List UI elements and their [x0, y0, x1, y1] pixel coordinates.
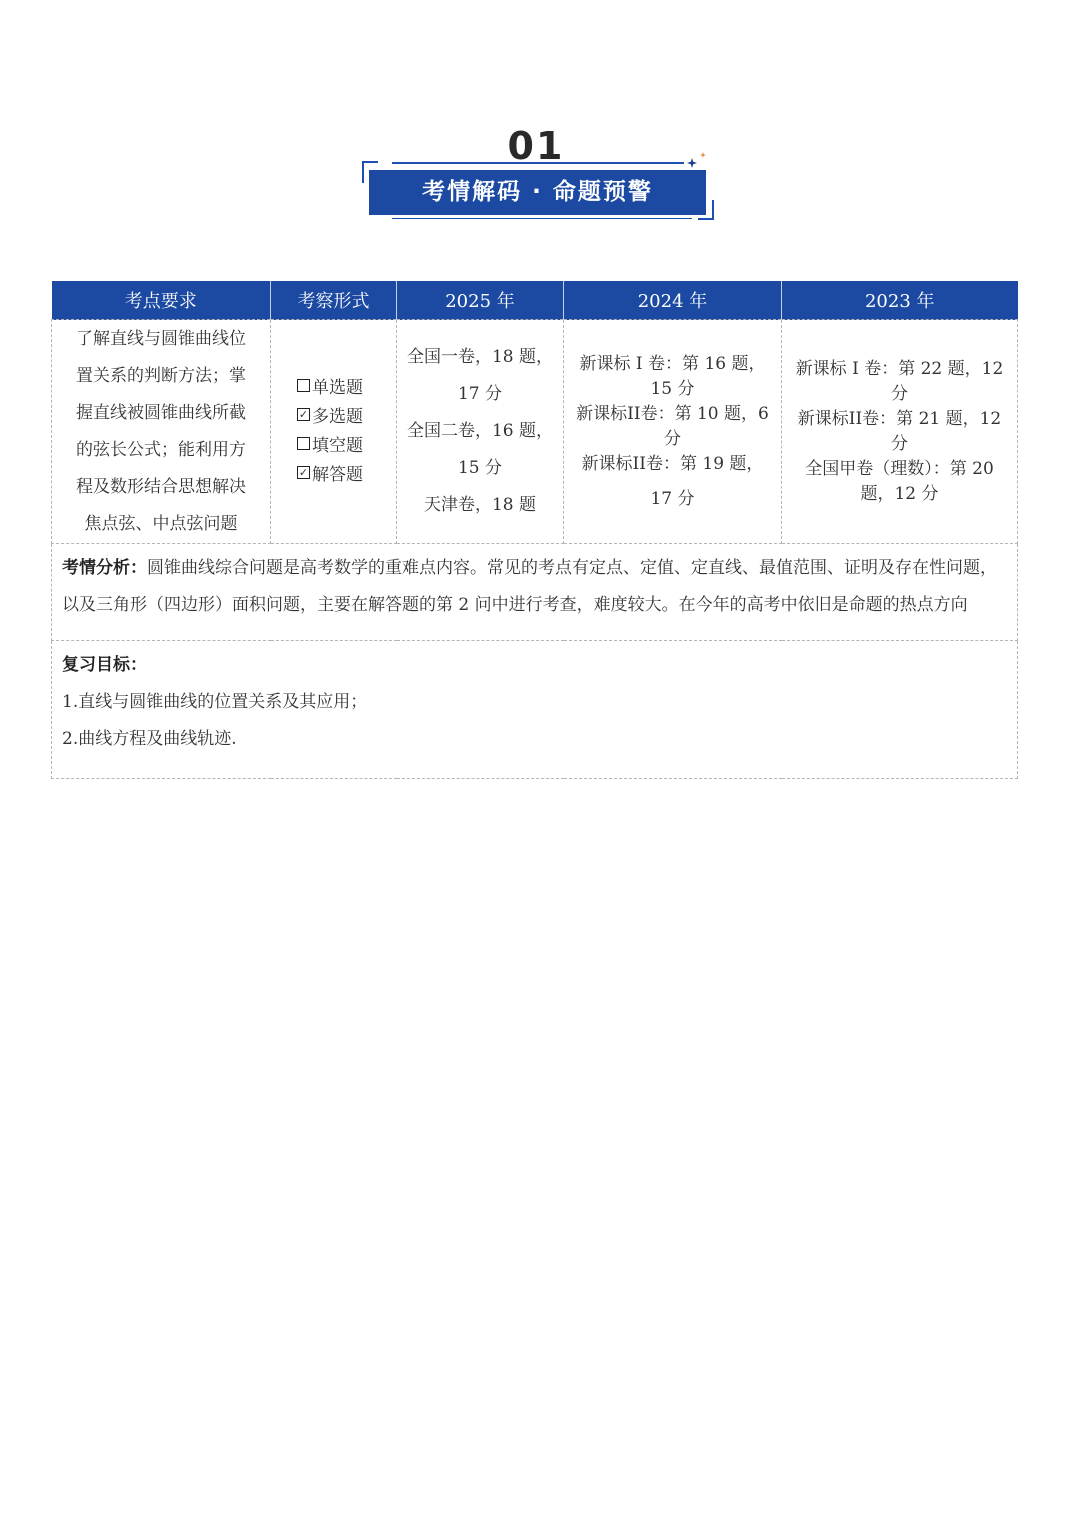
- analysis-row: [52, 544, 1018, 641]
- exam-entry: 全国一卷，18 题，: [406, 347, 554, 367]
- exam-entry: 17 分: [650, 488, 695, 509]
- exam-entry: 15 分: [457, 458, 503, 478]
- exam-entry: 15 分: [650, 378, 695, 399]
- form-option-label: 解答题: [312, 464, 363, 485]
- header-2023: 2023 年: [782, 281, 1018, 320]
- analysis-label: 考情分析：: [62, 558, 147, 578]
- goal-item: 1.直线与圆锥曲线的位置关系及其应用；: [62, 692, 368, 712]
- form-option-label: 单选题: [312, 377, 363, 398]
- exam-entry: 天津卷，18 题: [423, 495, 537, 515]
- exam-entry: 新课标II卷：第 21 题，12: [797, 408, 1002, 429]
- exam-entry: 新课标 I 卷：第 22 题，12: [795, 358, 1004, 379]
- form-option-single-choice: [297, 374, 396, 403]
- requirement-line: 置关系的判断方法；掌: [76, 365, 246, 386]
- requirement-line: 的弦长公式；能利用方: [76, 439, 246, 460]
- header-2024: 2024 年: [564, 281, 782, 320]
- requirement-line: 握直线被圆锥曲线所截: [76, 402, 246, 423]
- year-2024-cell: [564, 320, 782, 544]
- analysis-text: 圆锥曲线综合问题是高考数学的重难点内容。常见的考点有定点、定值、定直线、最值范围、证明及存在性问题，以及三角形（四边形）面积问题，主要在解答题的第 2 问中进行考查，难度较大。在今年的高考中依旧是命题的热点方向: [62, 558, 997, 615]
- requirement-line: 程及数形结合思想解决: [76, 476, 246, 497]
- exam-entry: 分: [891, 433, 908, 454]
- goals-row: [52, 641, 1018, 779]
- goal-item: 2.曲线方程及曲线轨迹.: [62, 729, 237, 749]
- table-header-row: [52, 281, 1018, 320]
- year-2023-cell: [782, 320, 1018, 544]
- goals-cell: [52, 641, 1018, 779]
- frame-top-line: [392, 162, 684, 164]
- header-2025: 2025 年: [397, 281, 564, 320]
- exam-entry: 全国甲卷（理数）：第 20: [805, 458, 994, 479]
- section-title: 考情解码 · 命题预警: [369, 170, 706, 215]
- requirement-line: 焦点弦、中点弦问题: [84, 513, 238, 534]
- exam-entry: 新课标II卷：第 19 题，: [581, 453, 764, 474]
- section-number: 01: [507, 124, 565, 168]
- exam-entry: 分: [891, 383, 908, 404]
- requirement-line: 了解直线与圆锥曲线位: [76, 328, 246, 349]
- form-option-fill-blank: [297, 432, 396, 461]
- sparkle-icon: [686, 150, 708, 172]
- table-row: [52, 320, 1018, 544]
- exam-entry: 新课标 I 卷：第 16 题，: [579, 353, 766, 374]
- checkbox-checked-icon: ✓: [298, 407, 309, 421]
- goals-label: 复习目标：: [62, 655, 147, 675]
- checkbox-unchecked-icon: [297, 437, 310, 450]
- form-option-label: 多选题: [312, 406, 363, 427]
- year-2025-cell: [397, 320, 564, 544]
- checkbox-unchecked-icon: [297, 379, 310, 392]
- exam-entry: 17 分: [457, 384, 503, 404]
- checkbox-checked-icon: ✓: [298, 465, 309, 479]
- exam-entry: 题，12 分: [860, 483, 939, 504]
- exam-entry: 新课标II卷：第 10 题，6: [576, 403, 769, 424]
- form-option-answer: [297, 461, 396, 490]
- form-option-multiple-choice: [297, 403, 396, 432]
- exam-entry: 分: [664, 428, 681, 449]
- header-form: 考察形式: [271, 281, 397, 320]
- requirement-cell: [52, 320, 271, 544]
- exam-entry: 全国二卷，16 题，: [406, 421, 554, 441]
- header-requirement: 考点要求: [52, 281, 271, 320]
- form-option-label: 填空题: [312, 435, 363, 456]
- form-cell: [271, 320, 397, 544]
- exam-analysis-table: [51, 281, 1018, 779]
- frame-bottom-line: [392, 218, 692, 219]
- analysis-cell: [52, 544, 1018, 641]
